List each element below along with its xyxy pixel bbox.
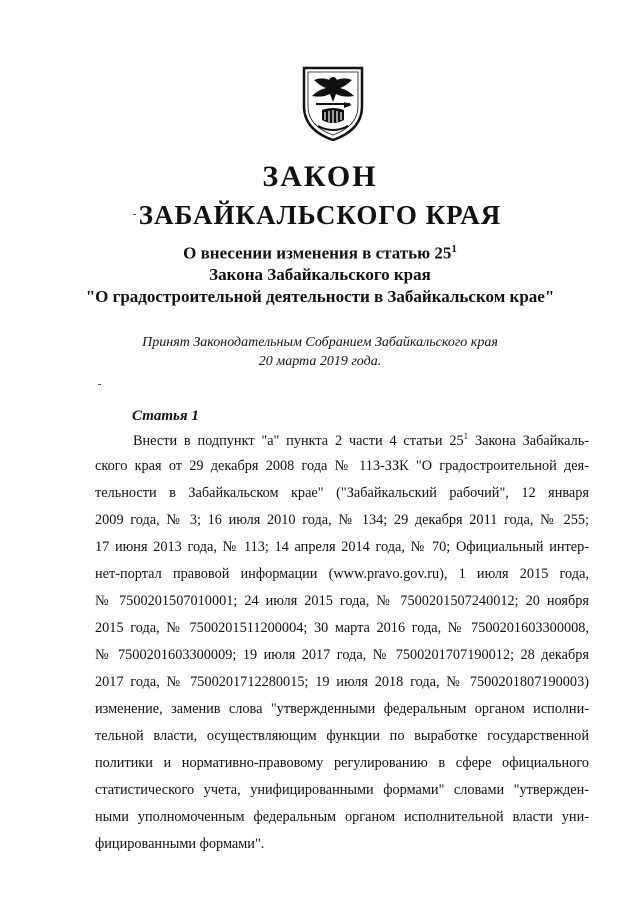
body-line: статистического учета, унифицированными формами" словами "утвержден-	[95, 782, 589, 798]
subtitle-line-3: "О градостроительной деятельности в Забайкальском крае"	[85, 287, 555, 306]
adopted-line-1: Принят Законодательным Собранием Забайкальского края	[142, 335, 498, 350]
body-line: изменение, заменив слова "утвержденными федеральным органом исполни-	[95, 701, 589, 717]
scan-speck	[98, 384, 101, 385]
body-line: политики и нормативно-правовому регулированию в сфере официального	[95, 755, 589, 771]
law-heading: ЗАКОН	[262, 160, 378, 193]
body-line: тельности в Забайкальском крае" ("Забайкальский рабочий", 12 января	[95, 485, 589, 501]
article-heading: Статья 1	[132, 408, 199, 424]
body-line: Внести в подпункт "а" пункта 2 части 4 статьи $25^1$ Закона Забайкаль-	[133, 431, 590, 449]
body-line: № 7500201603300009; 19 июля 2017 года, № 7500201707190012; 28 декабря	[95, 647, 589, 663]
body-line: № 7500201507010001; 24 июля 2015 года, № 7500201507240012; 20 ноября	[95, 593, 589, 609]
body-line: 17 июня 2013 года, № 113; 14 апреля 2014 года, № 70; Официальный интер-	[95, 539, 589, 555]
scan-speck	[133, 214, 136, 215]
adopted-date: 20 марта 2019 года.	[258, 354, 382, 369]
body-line: 2017 года, № 7500201712280015; 19 июля 2018 года, № 7500201807190003)	[95, 674, 589, 690]
body-line: 2009 года, № 3; 16 июля 2010 года, № 134; 29 декабря 2011 года, № 255;	[95, 512, 589, 528]
body-line: нет-портал правовой информации (www.pravo.gov.ru), 1 июля 2015 года,	[95, 566, 589, 582]
body-line: 2015 года, № 7500201511200004; 30 марта 2016 года, № 7500201603300008,	[95, 620, 589, 636]
region-heading: ЗАБАЙКАЛЬСКОГО КРАЯ	[138, 200, 502, 230]
subtitle-line-2: Закона Забайкальского края	[209, 265, 431, 284]
subtitle-line-1: О внесении изменения в статью $25^1$	[183, 243, 457, 263]
body-line: ского края от 29 декабря 2008 года № 113-ЗЗК "О градостроительной дея-	[95, 458, 589, 474]
body-line: ными уполномоченным федеральным органом исполнительной власти уни-	[95, 809, 589, 825]
body-line: фицированными формами".	[95, 836, 265, 852]
coat-of-arms-icon	[300, 64, 366, 142]
body-line: тельной власти, осуществляющим функции по выработке государственной	[95, 728, 589, 744]
